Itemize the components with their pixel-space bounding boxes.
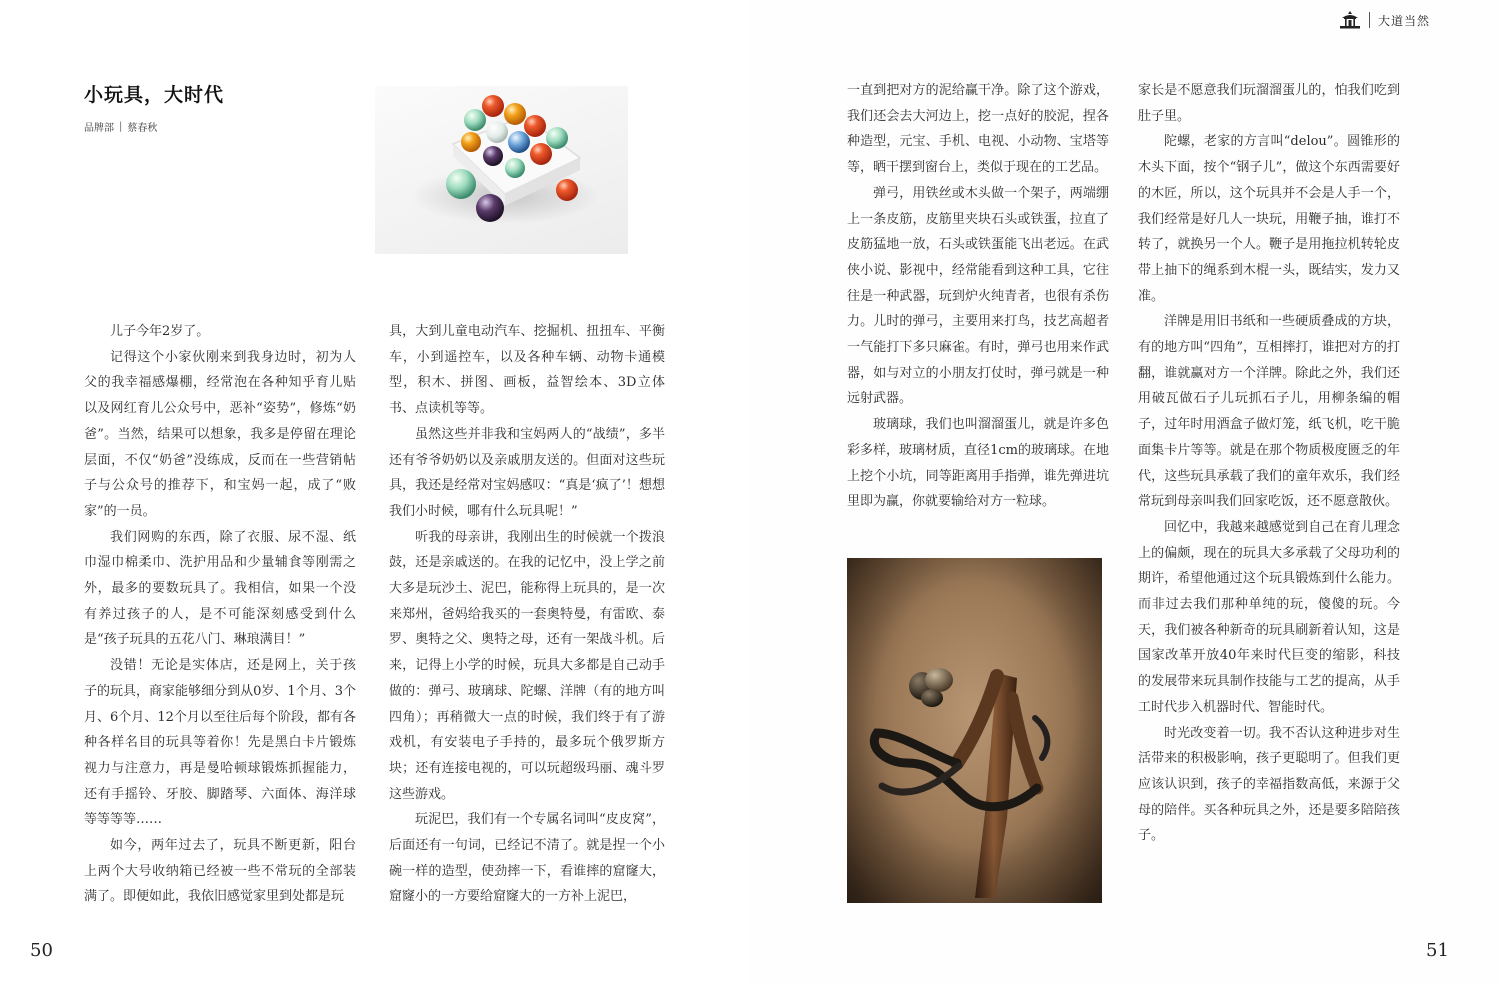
paragraph: 回忆中，我越来越感觉到自己在育儿理念上的偏颇，现在的玩具大多承载了父母功利的期许，希望他通过这个玩具锻炼到什么能力。而非过去我们那种单纯的玩，傻傻的玩。今天，我们被各种新奇的玩具刷新着认知，这是国家改革开放40年来时代巨变的缩影，科技的发展带来玩具制作技能与工艺的提高，从手工时代步入机器时代、智能时代。 (1138, 519, 1400, 715)
running-header (1339, 10, 1430, 30)
byline-department: 品牌部 (84, 123, 114, 134)
byline (84, 119, 157, 134)
page-number-right: 51 (1426, 940, 1449, 961)
paragraph: 我们网购的东西，除了衣服、尿不湿、纸巾湿巾棉柔巾、洗护用品和少量辅食等刚需之外，最多的要数玩具了。我相信，如果一个没有养过孩子的人，是不可能深刻感受到什么是“孩子玩具的五花八门、琳琅满目！” (84, 529, 356, 648)
paragraph: 弹弓，用铁丝或木头做一个架子，两端绷上一条皮筋，皮筋里夹块石头或铁蛋，拉直了皮筋猛地一放，石头或铁蛋能飞出老远。在武侠小说、影视中，经常能看到这种工具，它往往是一种武器，玩到炉火纯青者，也很有杀伤力。儿时的弹弓，主要用来打鸟，技艺高超者一气能打下多只麻雀。有时，弹弓也用来作武器，如与对立的小朋友打仗时，弹弓就是一种远射武器。 (847, 185, 1109, 407)
text-column-2 (389, 319, 665, 910)
text-column-1 (84, 319, 356, 910)
paragraph: 如今，两年过去了，玩具不断更新，阳台上两个大号收纳箱已经被一些不常玩的全部装满了。即便如此，我依旧感觉家里到处都是玩 (84, 838, 356, 905)
paragraph: 儿子今年2岁了。 (110, 324, 210, 339)
paragraph: 听我的母亲讲，我刚出生的时候就一个拨浪鼓，还是亲戚送的。在我的记忆中，没上学之前大多是玩沙土、泥巴，能称得上玩具的，是一次来郑州，爸妈给我买的一套奥特曼，有雷欧、泰罗、奥特之父、奥特之母，还有一架战斗机。后来，记得上小学的时候，玩具大多都是自己动手做的：弹弓、玻璃球、陀螺、洋牌（有的地方叫四角）；再稍微大一点的时候，我们终于有了游戏机，有安装电子手持的，最多玩个俄罗斯方块；还有连接电视的，可以玩超级玛丽、魂斗罗这些游戏。 (389, 529, 665, 802)
page-number-left: 50 (30, 940, 53, 961)
paragraph: 没错！无论是实体店，还是网上，关于孩子的玩具，商家能够细分到从0岁、1个月、3个月、6个月、12个月以至往后每个阶段，都有各种各样名目的玩具等着你！先是黑白卡片锻炼视力与注意力，再是曼哈顿球锻炼抓握能力，还有手摇铃、牙胶、脚踏琴、六面体、海洋球等等等等…… (84, 658, 356, 828)
paragraph: 洋牌是用旧书纸和一些硬质叠成的方块，有的地方叫“四角”，互相摔打，谁把对方的打翻，谁就赢对方一个洋牌。除此之外，我们还用破瓦做石子儿玩抓石子儿，用柳条编的帽子，过年时用酒盒子做灯笼，纸飞机，吃干脆面集卡片等等。就是在那个物质极度匮乏的年代，这些玩具承载了我们的童年欢乐，我们经常玩到母亲叫我们回家吃饭，还不愿意散伙。 (1138, 314, 1400, 510)
article-title: 小玩具，大时代 (84, 84, 225, 106)
paragraph: 陀螺，老家的方言叫“delou”。圆锥形的木头下面，按个“钢子儿”，做这个东西需要好的木匠，所以，这个玩具并不会是人手一个，我们经常是好几人一块玩，用鞭子抽，谁打不转了，就换另一个人。鞭子是用拖拉机转轮皮带上抽下的绳系到木棍一头，既结实，发力又准。 (1138, 134, 1400, 304)
slingshot-photo (847, 558, 1102, 903)
brand-name: 大道当然 (1377, 13, 1430, 28)
paragraph: 记得这个小家伙刚来到我身边时，初为人父的我幸福感爆棚，经常泡在各种知乎育儿贴以及网红育儿公众号中，恶补“姿势”，修炼“奶爸”。当然，结果可以想象，我多是停留在理论层面，不仅“奶爸”没练成，反而在一些营销帖子与公众号的推荐下，和宝妈一起，成了“败家”的一员。 (84, 349, 356, 519)
paragraph: 玻璃球，我们也叫溜溜蛋儿，就是许多色彩多样，玻璃材质，直径1cm的玻璃球。在地上挖个小坑，同等距离用手指弹，谁先弹进坑里即为赢，你就要输给对方一粒球。 (847, 417, 1109, 510)
byline-author: 蔡春秋 (127, 123, 158, 134)
paragraph: 玩泥巴，我们有一个专属名词叫“皮皮窝”，后面还有一句词，已经记不清了。就是捏一个小碗一样的造型，使劲摔一下，看谁摔的窟窿大，窟窿小的一方要给窟窿大的一方补上泥巴， (389, 812, 665, 905)
header-divider (1369, 12, 1370, 28)
byline-divider: | (119, 121, 123, 132)
text-column-4 (1138, 78, 1400, 849)
text-column-3 (847, 78, 1109, 515)
paragraph: 虽然这些并非我和宝妈两人的“战绩”，多半还有爷爷奶奶以及亲戚朋友送的。但面对这些玩具，我还是经常对宝妈感叹：“真是‘疯了’！想想我们小时候，哪有什么玩具呢！” (389, 426, 665, 519)
paragraph: 一直到把对方的泥给赢干净。除了这个游戏，我们还会去大河边上，挖一点好的胶泥，捏各种造型，元宝、手机、电视、小动物、宝塔等等，晒干摆到窗台上，类似于现在的工艺品。 (847, 83, 1109, 176)
paragraph: 家长是不愿意我们玩溜溜蛋儿的，怕我们吃到肚子里。 (1138, 83, 1400, 124)
marbles-photo (375, 86, 628, 254)
pavilion-icon (1339, 10, 1361, 30)
paragraph: 具，大到儿童电动汽车、挖掘机、扭扭车、平衡车，小到遥控车，以及各种车辆、动物卡通模型，积木、拼图、画板，益智绘本、3D立体书、点读机等等。 (389, 324, 665, 417)
paragraph: 时光改变着一切。我不否认这种进步对生活带来的积极影响，孩子更聪明了。但我们更应该认识到，孩子的幸福指数高低，来源于父母的陪伴。买各种玩具之外，还是要多陪陪孩子。 (1138, 725, 1400, 844)
